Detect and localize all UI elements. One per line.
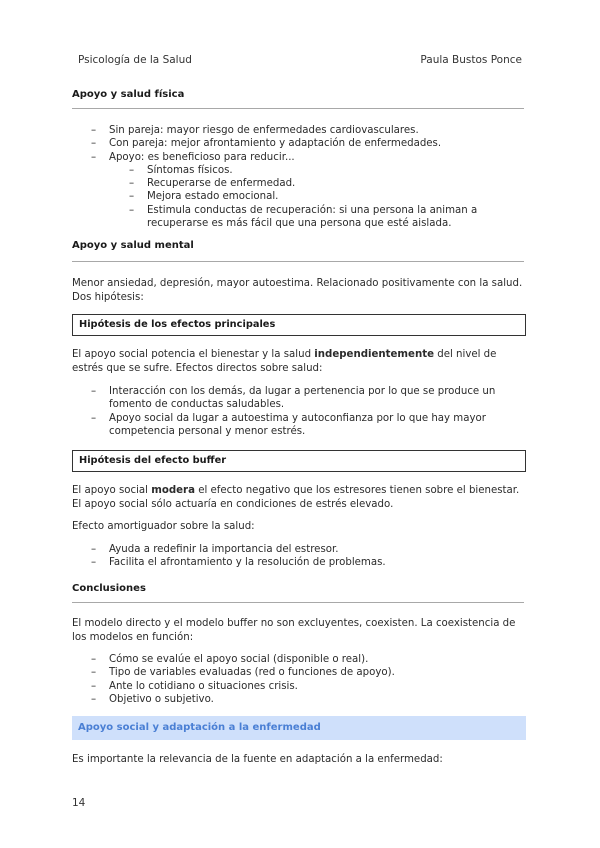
bold-text: independientemente — [314, 349, 434, 360]
sublist-fisica — [129, 164, 511, 230]
paragraph-principales — [72, 348, 528, 375]
section-title-fisica: Apoyo y salud física — [72, 89, 185, 100]
header-course-title: Psicología de la Salud — [78, 54, 192, 66]
list-conclusiones — [91, 653, 511, 706]
list-item: – Con pareja: mejor afrontamiento y adaptación de enfermedades. — [91, 137, 511, 150]
section-title-mental: Apoyo y salud mental — [72, 240, 194, 251]
bold-text: modera — [151, 485, 195, 496]
boxed-heading-principales: Hipótesis de los efectos principales — [72, 314, 526, 336]
sublist-item: – Estimula conductas de recuperación: si una persona la animan a recuperarse es más fácil que una persona que esté aislada. — [129, 204, 511, 231]
list-principales — [91, 385, 511, 438]
list-item: – Ayuda a redefinir la importancia del estresor. — [91, 543, 511, 556]
list-buffer — [91, 543, 511, 570]
section-divider — [72, 261, 524, 262]
section-title-conclusiones: Conclusiones — [72, 583, 146, 594]
list-item: – Interacción con los demás, da lugar a pertenencia por lo que se produce un fomento de conductas saludables. — [91, 385, 511, 412]
list-item: – Ante lo cotidiano o situaciones crisis. — [91, 680, 511, 693]
section-divider — [72, 108, 524, 109]
section-divider — [72, 602, 524, 603]
sublist-item: – Mejora estado emocional. — [129, 190, 511, 203]
sublist-item: – Síntomas físicos. — [129, 164, 511, 177]
list-item: – Sin pareja: mayor riesgo de enfermedades cardiovasculares. — [91, 124, 511, 137]
header-author: Paula Bustos Ponce — [420, 54, 522, 66]
paragraph-adaptacion: Es importante la relevancia de la fuente en adaptación a la enfermedad: — [72, 754, 443, 765]
text-run: el efecto negativo que los estresores tienen sobre el bienestar. El apoyo social sólo actuaría en condiciones de estrés elevado. — [72, 485, 520, 510]
list-item: – Objetivo o subjetivo. — [91, 693, 511, 706]
page-header — [78, 54, 522, 66]
highlighted-heading-adaptacion: Apoyo social y adaptación a la enfermedad — [72, 716, 526, 740]
text-run: El apoyo social potencia el bienestar y la salud — [72, 349, 315, 360]
paragraph-mental: Menor ansiedad, depresión, mayor autoestima. Relacionado positivamente con la salud. Dos hipótesis: — [72, 278, 523, 303]
list-item: – Facilita el afrontamiento y la resolución de problemas. — [91, 556, 511, 569]
paragraph-buffer — [72, 484, 528, 511]
boxed-heading-buffer: Hipótesis del efecto buffer — [72, 450, 526, 472]
paragraph-conclusiones: El modelo directo y el modelo buffer no son excluyentes, coexisten. La coexistencia de los modelos en función: — [72, 618, 516, 643]
list-fisica — [91, 124, 511, 230]
list-item-text: Apoyo: es beneficioso para reducir... — [109, 151, 295, 163]
text-run: del nivel de estrés que se sufre. Efectos directos sobre salud: — [72, 349, 497, 374]
sublist-item: – Recuperarse de enfermedad. — [129, 177, 511, 190]
list-item — [91, 151, 511, 231]
paragraph-buffer-2: Efecto amortiguador sobre la salud: — [72, 521, 255, 532]
list-item: – Cómo se evalúe el apoyo social (disponible o real). — [91, 653, 511, 666]
list-item: – Apoyo social da lugar a autoestima y autoconfianza por lo que hay mayor competencia personal y menor estrés. — [91, 412, 511, 439]
page-number: 14 — [72, 797, 86, 809]
list-item: – Tipo de variables evaluadas (red o funciones de apoyo). — [91, 666, 511, 679]
text-run: El apoyo social — [72, 485, 152, 496]
